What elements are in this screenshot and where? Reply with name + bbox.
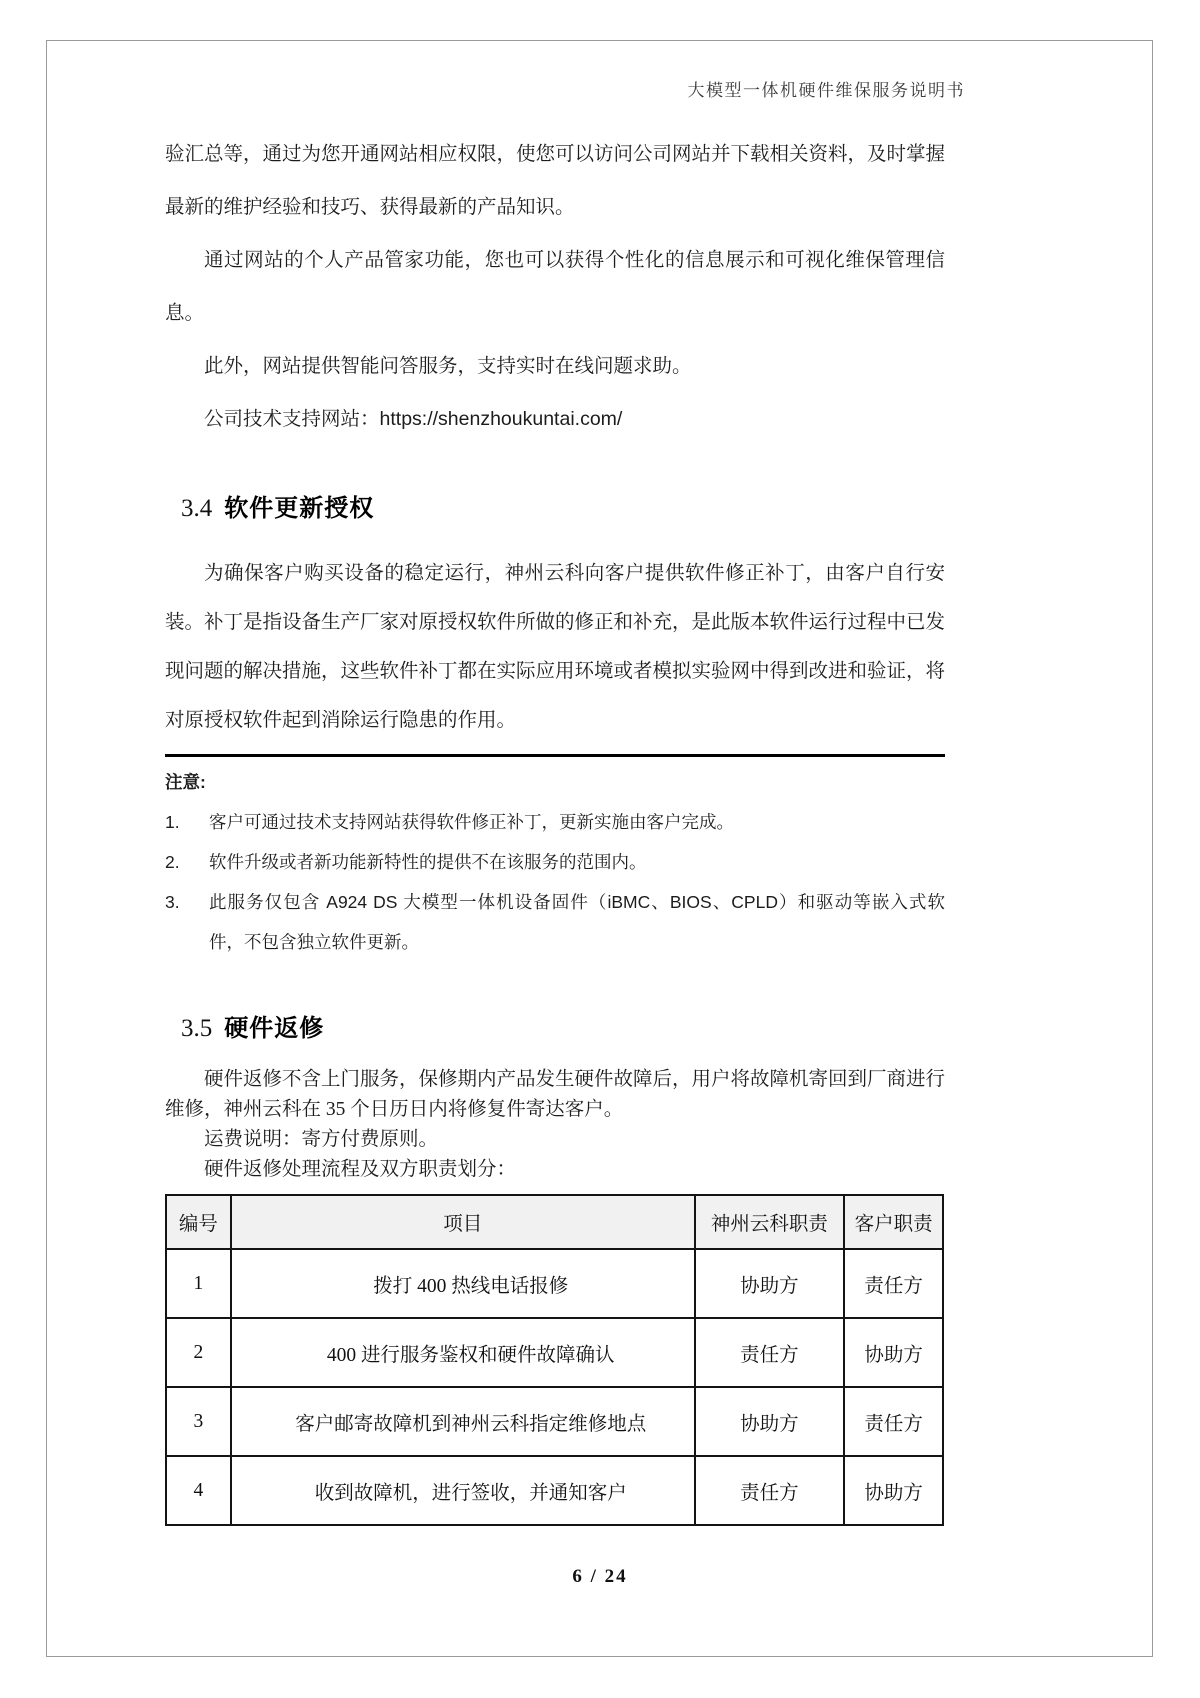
note-item xyxy=(165,882,945,962)
table-cell: 拨打 400 热线电话报修 xyxy=(231,1249,695,1318)
table-cell: 收到故障机，进行签收，并通知客户 xyxy=(231,1456,695,1525)
section-3-4-title: 软件更新授权 xyxy=(224,495,375,522)
table-cell: 责任方 xyxy=(695,1456,845,1525)
website-url: https://shenzhoukuntai.com/ xyxy=(379,408,623,430)
section-3-4-heading xyxy=(181,488,945,523)
note-item xyxy=(165,802,945,842)
table-cell: 400 进行服务鉴权和硬件故障确认 xyxy=(231,1318,695,1387)
table-header-row xyxy=(166,1195,943,1249)
repair-responsibility-table xyxy=(165,1194,944,1526)
table-row xyxy=(166,1318,943,1387)
note-item-number: 3. xyxy=(165,892,180,912)
table-intro: 硬件返修处理流程及双方职责划分： xyxy=(204,1159,517,1180)
note-item-text: 客户可通过技术支持网站获得软件修正补丁，更新实施由客户完成。 xyxy=(209,812,734,832)
intro-paragraph-manager: 通过网站的个人产品管家功能，您也可以获得个性化的信息展示和可视化维保管理信息。 xyxy=(165,249,945,324)
website-label: 公司技术支持网站： xyxy=(204,408,380,430)
table-row xyxy=(166,1249,943,1318)
shipping-note: 运费说明：寄方付费原则。 xyxy=(204,1129,439,1150)
section-3-5-title: 硬件返修 xyxy=(224,1015,325,1042)
section-3-5-heading xyxy=(181,1008,945,1043)
note-item-number: 2. xyxy=(165,852,180,872)
note-list xyxy=(165,802,945,962)
note-item xyxy=(165,842,945,882)
table-header-cell: 客户职责 xyxy=(844,1195,943,1249)
repair-paragraph: 硬件返修不含上门服务，保修期内产品发生硬件故障后，用户将故障机寄回到厂商进行维修，神州云科在 35 个日历日内将修复件寄达客户。 xyxy=(165,1069,946,1120)
page-number: 6 / 24 xyxy=(572,1566,628,1587)
table-cell: 责任方 xyxy=(844,1387,943,1456)
table-cell: 协助方 xyxy=(844,1318,943,1387)
table-cell: 3 xyxy=(166,1387,231,1456)
table-cell: 1 xyxy=(166,1249,231,1318)
table-header-cell: 编号 xyxy=(166,1195,231,1249)
intro-paragraph-continuation: 验汇总等，通过为您开通网站相应权限，使您可以访问公司网站并下载相关资料，及时掌握最新的维护经验和技巧、获得最新的产品知识。 xyxy=(165,143,946,218)
table-cell: 2 xyxy=(166,1318,231,1387)
intro-paragraph-qa: 此外，网站提供智能问答服务，支持实时在线问题求助。 xyxy=(204,355,692,377)
table-cell: 4 xyxy=(166,1456,231,1525)
table-row xyxy=(166,1387,943,1456)
table-cell: 协助方 xyxy=(844,1456,943,1525)
note-item-number: 1. xyxy=(165,812,180,832)
note-item-text: 此服务仅包含 A924 DS 大模型一体机设备固件（iBMC、BIOS、CPLD）和驱动等嵌入式软件，不包含独立软件更新。 xyxy=(209,892,945,952)
document-header-title: 大模型一体机硬件维保服务说明书 xyxy=(687,81,965,100)
section-3-5-number: 3.5 xyxy=(181,1015,213,1042)
table-row xyxy=(166,1456,943,1525)
table-cell: 客户邮寄故障机到神州云科指定维修地点 xyxy=(231,1387,695,1456)
table-cell: 协助方 xyxy=(695,1249,845,1318)
table-cell: 责任方 xyxy=(844,1249,943,1318)
section-3-4-body: 为确保客户购买设备的稳定运行，神州云科向客户提供软件修正补丁，由客户自行安装。补丁是指设备生产厂家对原授权软件所做的修正和补充，是此版本软件运行过程中已发现问题的解决措施，这些软件补丁都在实际应用环境或者模拟实验网中得到改进和验证，将对原授权软件起到消除运行隐患的作用。 xyxy=(165,562,946,731)
table-cell: 协助方 xyxy=(695,1387,845,1456)
table-header-cell: 神州云科职责 xyxy=(695,1195,845,1249)
note-label: 注意: xyxy=(165,772,206,792)
note-item-text: 软件升级或者新功能新特性的提供不在该服务的范围内。 xyxy=(209,852,647,872)
note-divider-rule xyxy=(165,754,945,757)
table-cell: 责任方 xyxy=(695,1318,845,1387)
table-header-cell: 项目 xyxy=(231,1195,695,1249)
page-content xyxy=(165,128,945,1526)
section-3-4-number: 3.4 xyxy=(181,495,213,522)
intro-paragraph-website xyxy=(165,393,945,446)
